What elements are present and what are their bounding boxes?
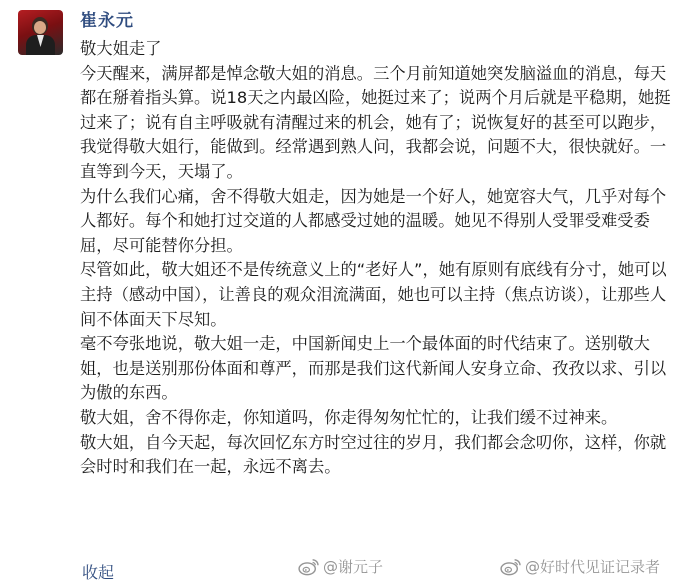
post-paragraph: 毫不夸张地说，敬大姐一走，中国新闻史上一个最体面的时代结束了。送别敬大姐，也是送别那份体面和尊严，而那是我们这代新闻人安身立命、孜孜以求、引以为傲的东西。 <box>80 334 667 403</box>
post-paragraph: 敬大姐，自今天起，每次回忆东方时空过往的岁月，我们都会念叨你，这样，你就会时时和我们在一起，永远不离去。 <box>80 432 667 477</box>
post-paragraph: 今天醒来，满屏都是悼念敬大姐的消息。三个月前知道她突发脑溢血的消息，每天都在掰着指头算。说18天之内最凶险，她挺过来了；说两个月后就是平稳期，她挺过来了；说有自主呼吸就有清醒过来的机会，她有了；说恢复好的甚至可以跑步，我觉得敬大姐行，能做到。经常遇到熟人问，我都会说，问题不大，很快就好。一直等到今天，天塌了。 <box>80 63 671 181</box>
weibo-icon <box>500 558 522 576</box>
watermark-text: @谢元子 <box>323 558 384 576</box>
avatar[interactable] <box>18 10 63 55</box>
post-content <box>80 37 678 480</box>
post-paragraph: 为什么我们心痛，舍不得敬大姐走，因为她是一个好人，她宽容大气，几乎对每个人都好。每个和她打过交道的人都感受过她的温暖。她见不得别人受罪受难受委屈，尽可能替你分担。 <box>80 186 667 255</box>
post-paragraph: 敬大姐，舍不得你走，你知道吗，你走得匆匆忙忙的，让我们缓不过神来。 <box>80 407 618 427</box>
weibo-icon <box>298 558 320 576</box>
username[interactable]: 崔永元 <box>80 11 134 31</box>
avatar-face <box>34 21 46 34</box>
watermark-text: @好时代见证记录者 <box>525 558 661 576</box>
post-title: 敬大姐走了 <box>80 39 162 58</box>
watermark <box>500 556 660 577</box>
collapse-link[interactable]: 收起 <box>82 563 115 582</box>
watermark <box>298 556 383 577</box>
post-paragraph: 尽管如此，敬大姐还不是传统意义上的“老好人”，她有原则有底线有分寸，她可以主持（感动中国），让善良的观众泪流满面，她也可以主持（焦点访谈），让那些人间不体面天下尽知。 <box>80 260 667 329</box>
